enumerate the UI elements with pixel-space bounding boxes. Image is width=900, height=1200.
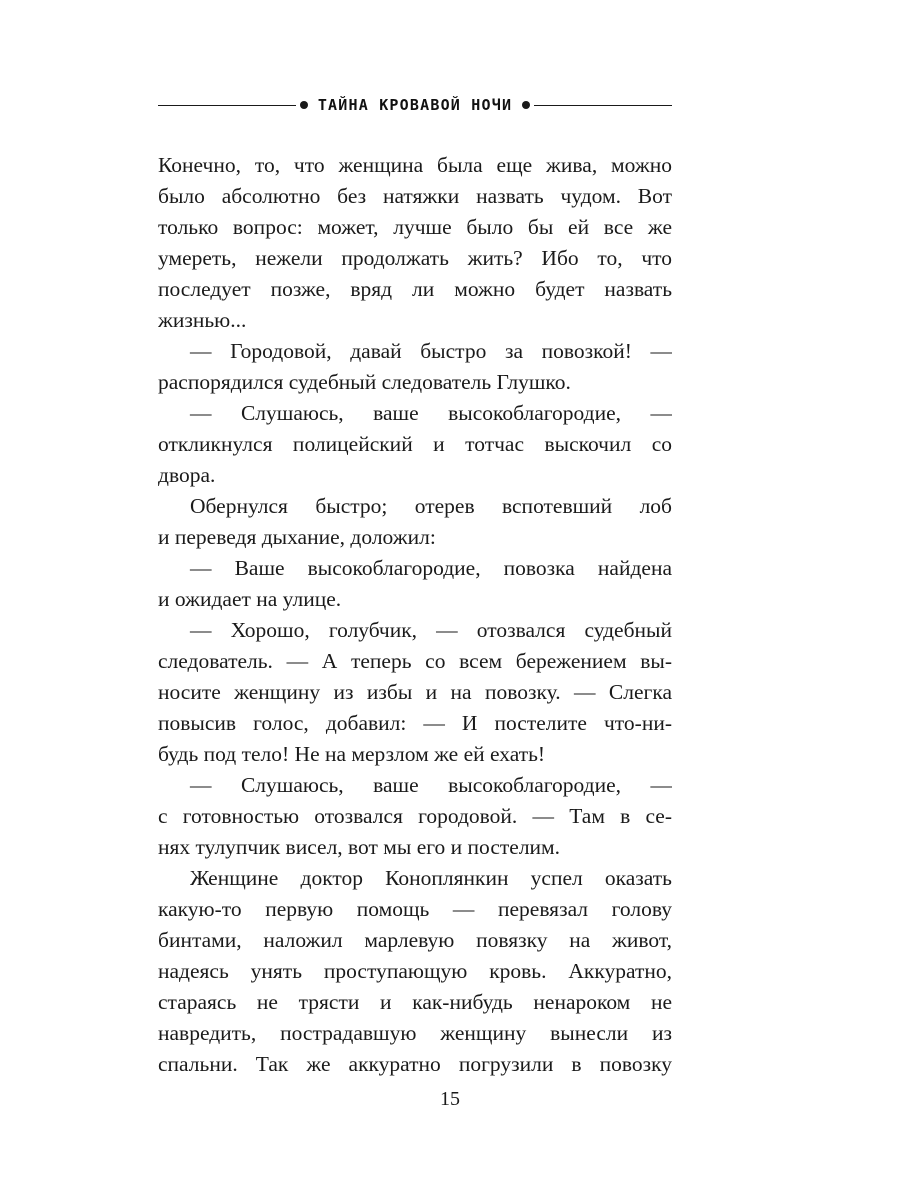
text-line: надеясь унять проступающую кровь. Аккуратно, [158,959,672,983]
text-line: только вопрос: может, лучше было бы ей все же [158,215,672,239]
text-line: — Хорошо, голубчик, — отозвался судебный [190,618,672,642]
text-line: навредить, пострадавшую женщину вынесли из [158,1021,672,1045]
paragraph [158,491,672,553]
running-head [158,92,672,118]
page-number: 15 [440,1088,460,1110]
running-head-rule-right [534,105,672,106]
running-head-bullet-right [522,101,530,109]
running-head-bullet-left [300,101,308,109]
paragraph [158,863,672,1080]
text-line: следователь. — А теперь со всем бережением вы- [158,649,672,673]
paragraph [158,398,672,491]
text-line: носите женщину из избы и на повозку. — Слегка [158,680,672,704]
text-line: будь под тело! Не на мерзлом же ей ехать! [158,742,546,766]
text-line: распорядился судебный следователь Глушко. [158,370,571,394]
running-head-title: ТАЙНА КРОВАВОЙ НОЧИ [317,96,513,114]
text-line: — Городовой, давай быстро за повозкой! — [190,339,672,363]
paragraph [158,150,672,336]
text-line: двора. [158,463,216,487]
text-line: жизнью... [158,308,247,332]
text-line: нях тулупчик висел, вот мы его и постелим. [158,835,561,859]
text-line: Обернулся быстро; отерев вспотевший лоб [190,494,672,518]
text-line: последует позже, вряд ли можно будет назвать [158,277,672,301]
text-line: с готовностью отозвался городовой. — Там в се- [158,804,672,828]
text-line: спальни. Так же аккуратно погрузили в повозку [158,1052,672,1076]
text-line: — Ваше высокоблагородие, повозка найдена [190,556,672,580]
text-line: было абсолютно без натяжки назвать чудом. Вот [158,184,672,208]
text-line: умереть, нежели продолжать жить? Ибо то, что [158,246,672,270]
body-text [158,150,672,1080]
paragraph [158,336,672,398]
text-line: и ожидает на улице. [158,587,342,611]
text-line: стараясь не трясти и как-нибудь ненароком не [158,990,672,1014]
paragraph [158,770,672,863]
text-line: Женщине доктор Коноплянкин успел оказать [190,866,672,890]
paragraph [158,615,672,770]
running-head-rule-left [158,105,296,106]
text-line: Конечно, то, что женщина была еще жива, можно [158,153,672,177]
text-line: — Слушаюсь, ваше высокоблагородие, — [190,773,672,797]
text-line: и переведя дыхание, доложил: [158,525,436,549]
paragraph [158,553,672,615]
text-line: какую-то первую помощь — перевязал голову [158,897,672,921]
text-line: — Слушаюсь, ваше высокоблагородие, — [190,401,672,425]
text-line: откликнулся полицейский и тотчас выскочил со [158,432,672,456]
text-line: бинтами, наложил марлевую повязку на живот, [158,928,672,952]
text-line: повысив голос, добавил: — И постелите что-ни- [158,711,672,735]
